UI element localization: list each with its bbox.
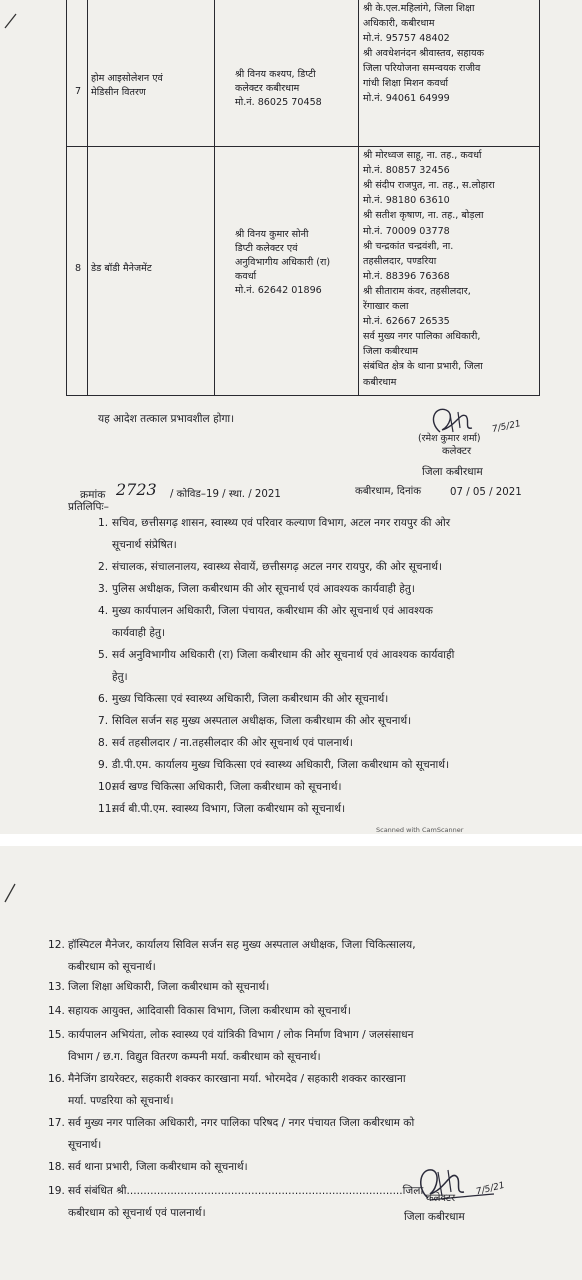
copy-item-text: मुख्य चिकित्सा एवं स्वास्थ्य अधिकारी, जिला कबीरधाम की ओर सूचनार्थ।: [112, 693, 389, 705]
copy-item-text: संचालक, संचालनालय, स्वास्थ्य सेवायें, छत्तीसगढ़ अटल नगर रायपुर, की ओर सूचनार्थ।: [112, 561, 442, 573]
copy-item-text: हेतु।: [112, 671, 128, 683]
copy-item-text: मर्या. पण्डरिया को सूचनार्थ।: [68, 1095, 174, 1107]
row-8-assistants-line: मो.नं. 62667 26535: [363, 316, 450, 328]
copy-item-text: हॉस्पिटल मैनेजर, कार्यालय सिविल सर्जन सह मुख्य अस्पताल अधीक्षक, जिला चिकित्सालय,: [68, 939, 416, 951]
copy-item-number: 7.: [98, 715, 109, 727]
row-8-assistants-line: श्री सतीश कृषाण, ना. तह., बोड़ला: [363, 210, 484, 222]
signature-2-title: कलेक्टर: [426, 1193, 456, 1204]
copy-item-number: 16.: [48, 1073, 65, 1085]
memo-place-date-label: कबीरधाम, दिनांक: [355, 486, 422, 497]
copy-item-text: पुलिस अधीक्षक, जिला कबीरधाम की ओर सूचनार्थ एवं आवश्यक कार्यवाही हेतु।: [112, 583, 415, 595]
copy-label: प्रतिलिपिः–: [68, 501, 109, 513]
page-corner-mark-2: [2, 880, 22, 904]
row-7-officer-line3: मो.नं. 86025 70458: [235, 97, 322, 108]
copy-item-number: 12.: [48, 939, 65, 951]
row-7-assistants-line: अधिकारी, कबीरधाम: [363, 18, 435, 29]
row-7-assistants-line: जिला परियोजना समन्वयक राजीव: [363, 63, 481, 74]
copy-item-text: कबीरधाम को सूचनार्थ।: [68, 961, 156, 973]
order-effective-text: यह आदेश तत्काल प्रभावशील होगा।: [98, 413, 235, 425]
row-8-assistants-line: श्री मोरध्वज साहू, ना. तह., कवर्धा: [363, 150, 482, 161]
row-8-assistants-line: मो.नं. 88396 76368: [363, 270, 450, 282]
row-8-assistants-line: श्री संदीप राजपुत, ना. तह., स.लोहारा: [363, 180, 495, 192]
copy-item-number: 9.: [98, 759, 109, 771]
copy-item-number: 2.: [98, 561, 109, 573]
row-8-assistants-line: श्री सीताराम कंवर, तहसीलदार,: [363, 285, 471, 297]
row-8-assistants-line: मो.नं. 80857 32456: [363, 165, 450, 177]
row-8-officer-line: डिप्टी कलेक्टर एवं: [235, 243, 298, 254]
row-8-assistants-line: जिला कबीरधाम: [363, 346, 419, 358]
copy-item-number: 6.: [98, 693, 109, 705]
copy-item-text: डी.पी.एम. कार्यालय मुख्य चिकित्सा एवं स्वास्थ्य अधिकारी, जिला कबीरधाम को सूचनार्थ।: [112, 759, 450, 771]
copy-item-number: 17.: [48, 1117, 65, 1129]
memo-date: 07 / 05 / 2021: [450, 487, 522, 498]
copy-item-text: सचिव, छत्तीसगढ़ शासन, स्वास्थ्य एवं परिवार कल्याण विभाग, अटल नगर रायपुर की ओर: [112, 517, 451, 529]
row-8-assistants-line: संबंधित क्षेत्र के थाना प्रभारी, जिला: [363, 361, 483, 373]
page-gap: [0, 834, 582, 846]
copy-item-text: सूचनार्थ संप्रेषित।: [112, 539, 177, 551]
signature-1-date: 7/5/21: [491, 419, 522, 435]
row-7-assistants-line: मो.नं. 94061 64999: [363, 93, 450, 104]
row-7-task-line1: होम आइसोलेशन एवं: [91, 73, 163, 84]
row-7-officer-line1: श्री विनय कश्यप, डिप्टी: [235, 69, 316, 80]
row-7-assistants-line: मो.नं. 95757 48402: [363, 33, 450, 44]
row-8-assistants-line: मो.नं. 70009 03778: [363, 225, 450, 237]
scanner-watermark: Scanned with CamScanner: [376, 826, 464, 834]
copy-item-text: कबीरधाम को सूचनार्थ एवं पालनार्थ।: [68, 1207, 206, 1219]
row-8-assistants-line: तहसीलदार, पण्डरिया: [363, 255, 437, 267]
copy-item-text: सर्व तहसीलदार / ना.तहसीलदार की ओर सूचनार्थ एवं पालनार्थ।: [112, 737, 353, 749]
row-8-sn: 8: [75, 263, 82, 274]
copy-item-text: विभाग / छ.ग. विद्युत वितरण कम्पनी मर्या. कबीरधाम को सूचनार्थ।: [68, 1051, 321, 1063]
copy-item-text: सर्व मुख्य नगर पालिका अधिकारी, नगर पालिका परिषद / नगर पंचायत जिला कबीरधाम को: [68, 1117, 415, 1129]
row-7-sn: 7: [75, 86, 82, 97]
copy-item-text: सर्व बी.पी.एम. स्वास्थ्य विभाग, जिला कबीरधाम को सूचनार्थ।: [112, 803, 346, 815]
copy-item-number: 4.: [98, 605, 109, 617]
signature-1-title: कलेक्टर: [442, 446, 472, 457]
copy-item-number: 15.: [48, 1029, 65, 1041]
row-8-assistants-line: कबीरधाम: [363, 376, 397, 388]
copy-item-text: सर्व अनुविभागीय अधिकारी (रा) जिला कबीरधाम की ओर सूचनार्थ एवं आवश्यक कार्यवाही: [112, 649, 455, 661]
row-7-assistants-line: गांधी शिक्षा मिशन कवर्धा: [363, 78, 448, 89]
row-8-officer-line: अनुविभागीय अधिकारी (रा): [235, 257, 331, 268]
copy-item-text: सर्व खण्ड चिकित्सा अधिकारी, जिला कबीरधाम को सूचनार्थ।: [112, 781, 342, 793]
row-7-assistants-line: श्री के.एल.महिलांगे, जिला शिक्षा: [363, 3, 475, 14]
row-8-assistants-line: श्री चन्द्रकांत चन्द्रवंशी, ना.: [363, 240, 454, 252]
row-8-task: डेड बॉडी मैनेजमेंट: [91, 263, 152, 274]
signature-1-name: (रमेश कुमार शर्मा): [418, 433, 481, 444]
copy-item-text: सिविल सर्जन सह मुख्य अस्पताल अधीक्षक, जिला कबीरधाम की ओर सूचनार्थ।: [112, 715, 412, 727]
row-8-assistants-line: रेंगाखार कला: [363, 301, 409, 312]
document-page-2: [0, 846, 582, 1280]
row-7-assistants-line: श्री अवधेशनंदन श्रीवास्तव, सहायक: [363, 48, 484, 59]
copy-item-text: कार्यपालन अभियंता, लोक स्वास्थ्य एवं यांत्रिकी विभाग / लोक निर्माण विभाग / जलसंसाधन: [68, 1029, 414, 1041]
row-8-officer-line: कवर्धा: [235, 271, 257, 282]
copy-item-number: 19.: [48, 1185, 65, 1197]
page-corner-mark: [2, 10, 22, 30]
copy-item-number: 1.: [98, 517, 109, 529]
copy-item-number: 14.: [48, 1005, 65, 1017]
signature-1-district: जिला कबीरधाम: [422, 466, 483, 478]
copy-item-text: सर्व संबंधित श्री..................................................................................जिला: [68, 1185, 424, 1197]
row-7-task-line2: मेडिसीन वितरण: [91, 87, 146, 98]
copy-item-text: मैनेजिंग डायरेक्टर, सहकारी शक्कर कारखाना मर्या. भोरमदेव / सहकारी शक्कर कारखाना: [68, 1073, 406, 1085]
copy-item-number: 18.: [48, 1161, 65, 1173]
copy-item-number: 5.: [98, 649, 109, 661]
copy-item-text: कार्यवाही हेतु।: [112, 627, 166, 639]
signature-2-date: 7/5/21: [475, 1180, 506, 1198]
copy-item-number: 3.: [98, 583, 109, 595]
memo-suffix: / कोविड–19 / स्था. / 2021: [170, 489, 281, 500]
row-8-assistants-line: सर्व मुख्य नगर पालिका अधिकारी,: [363, 331, 481, 343]
copy-item-number: 8.: [98, 737, 109, 749]
row-8-assistants-line: मो.नं. 98180 63610: [363, 195, 450, 207]
row-7-officer-line2: कलेक्टर कबीरधाम: [235, 83, 300, 94]
copy-item-text: सर्व थाना प्रभारी, जिला कबीरधाम को सूचनार्थ।: [68, 1161, 248, 1173]
copy-item-text: सहायक आयुक्त, आदिवासी विकास विभाग, जिला कबीरधाम को सूचनार्थ।: [68, 1005, 351, 1017]
signature-2-district: जिला कबीरधाम: [404, 1211, 465, 1223]
duty-table: [66, 0, 540, 396]
copy-item-text: मुख्य कार्यपालन अधिकारी, जिला पंचायत, कबीरधाम की ओर सूचनार्थ एवं आवश्यक: [112, 605, 433, 617]
row-8-officer-line: मो.नं. 62642 01896: [235, 285, 322, 296]
copy-item-number: 11.: [98, 803, 115, 815]
copy-item-text: जिला शिक्षा अधिकारी, जिला कबीरधाम को सूचनार्थ।: [68, 981, 270, 993]
memo-number: 2723: [116, 480, 157, 499]
copy-item-text: सूचनार्थ।: [68, 1139, 102, 1151]
copy-item-number: 13.: [48, 981, 65, 993]
row-8-officer-line: श्री विनय कुमार सोनी: [235, 229, 309, 240]
copy-item-number: 10.: [98, 781, 115, 793]
memo-prefix: क्रमांक: [80, 489, 106, 501]
